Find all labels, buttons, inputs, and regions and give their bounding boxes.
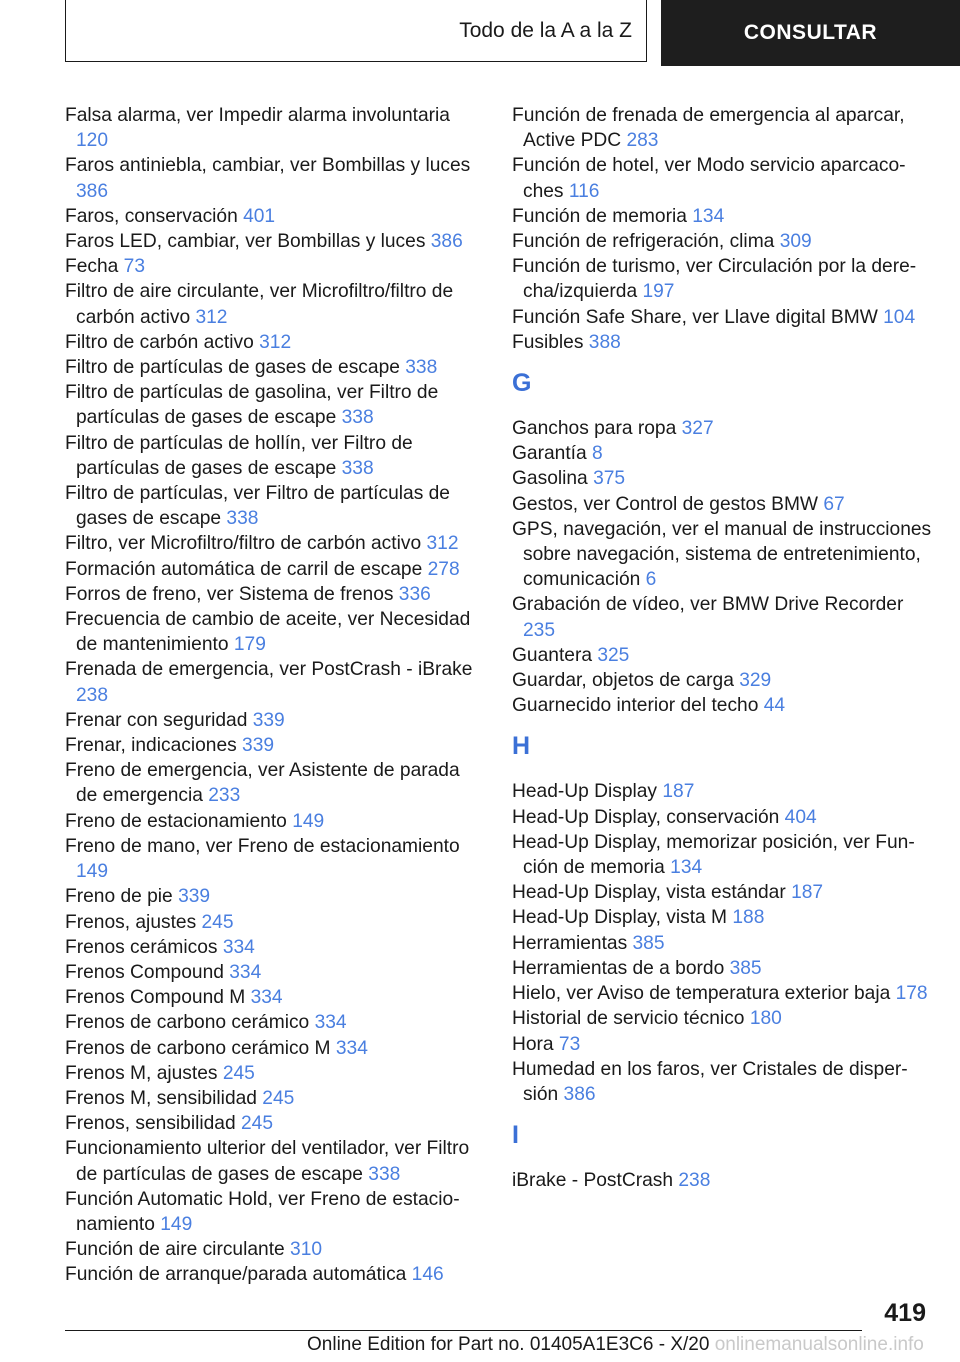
index-entry — [65, 330, 483, 355]
page-link[interactable]: 325 — [597, 644, 630, 666]
index-entry-text: Historial de servicio técnico — [512, 1008, 750, 1030]
index-entry-text: Filtro de partículas de gases de escape — [65, 357, 406, 379]
page-link[interactable]: 327 — [681, 418, 714, 440]
index-entry-text: Frenos Compound — [65, 961, 230, 983]
index-letter-heading: G — [512, 369, 532, 398]
index-entry-text: Filtro de partículas, ver Filtro de partículas de gases de escape — [65, 483, 450, 530]
index-entry-text: Función de turismo, ver Circulación por la derecha/izquierda — [512, 256, 917, 303]
page-link[interactable]: 312 — [195, 306, 228, 328]
index-entry — [65, 708, 483, 733]
index-letter-heading: I — [512, 1121, 519, 1150]
index-entry — [65, 733, 483, 758]
index-entry — [65, 103, 483, 153]
page-link[interactable]: 338 — [341, 457, 374, 479]
index-entry — [512, 229, 932, 254]
index-entry — [65, 985, 483, 1010]
index-entry — [65, 1086, 483, 1111]
index-entry-text: Freno de estacionamiento — [65, 810, 293, 832]
index-entry — [65, 531, 483, 556]
index-entry-text: Gasolina — [512, 468, 594, 490]
index-entry — [65, 557, 483, 582]
index-entry — [65, 229, 483, 254]
page-link[interactable]: 386 — [563, 1083, 596, 1105]
page-link[interactable]: 44 — [763, 695, 786, 717]
consult-tab[interactable]: CONSULTAR — [661, 0, 960, 66]
index-entry-text: Frenada de emergencia, ver PostCrash - iBrake — [65, 659, 473, 681]
index-entry — [512, 830, 932, 880]
index-entry — [512, 956, 932, 981]
index-entry — [512, 693, 932, 718]
page-link[interactable]: 146 — [411, 1264, 444, 1286]
page-link[interactable]: 245 — [222, 1062, 255, 1084]
index-entry — [65, 1111, 483, 1136]
section-tab[interactable]: Todo de la A a la Z — [65, 0, 647, 62]
index-entry-text: Head-Up Display, memorizar posición, ver Función de memoria — [512, 831, 915, 879]
index-entry — [65, 279, 483, 329]
index-entry — [65, 380, 483, 430]
page-link[interactable]: 233 — [208, 785, 241, 807]
index-entry — [65, 1136, 483, 1186]
index-entry — [65, 758, 483, 808]
page-link[interactable]: 385 — [632, 932, 665, 954]
index-entry-text: Función de hotel, ver Modo servicio aparcacoches — [512, 155, 906, 202]
index-column-left — [65, 103, 483, 1288]
page-link[interactable]: 338 — [368, 1163, 401, 1185]
index-entry-text: Frenos M, sensibilidad — [65, 1087, 263, 1109]
index-entry-text: Grabación de vídeo, ver BMW Drive Recorder — [512, 594, 904, 616]
index-entry — [512, 931, 932, 956]
index-entry — [65, 1061, 483, 1086]
index-entry-text: Filtro de aire circulante, ver Microfiltro/filtro de carbón activo — [65, 281, 454, 328]
index-entry-text: Guardar, objetos de carga — [512, 670, 740, 692]
index-entry-text: Frenos M, ajustes — [65, 1062, 223, 1084]
index-entry — [65, 204, 483, 229]
index-entry-text: Forros de freno, ver Sistema de frenos — [65, 583, 399, 605]
index-entry-text: Faros, conservación — [65, 205, 244, 227]
page-link[interactable]: 385 — [729, 957, 762, 979]
index-entry-text: Head-Up Display, vista M — [512, 907, 733, 929]
index-entry — [512, 1006, 932, 1031]
index-entry — [512, 592, 932, 642]
index-entry-text: Función de memoria — [512, 205, 693, 227]
index-entry — [65, 935, 483, 960]
index-entry-text: Formación automática de carril de escape — [65, 558, 428, 580]
page-link[interactable]: 339 — [178, 886, 211, 908]
index-entry-text: Hora — [512, 1033, 559, 1055]
index-entry-text: Head-Up Display, conservación — [512, 806, 785, 828]
index-column-right — [512, 103, 932, 1193]
index-entry-text: Guantera — [512, 644, 598, 666]
page-link[interactable]: 334 — [250, 987, 283, 1009]
page-header — [0, 0, 960, 66]
index-entry-text: Frenos de carbono cerámico — [65, 1012, 315, 1034]
index-entry-text: Frenar, indicaciones — [65, 735, 243, 757]
page-link[interactable]: 338 — [341, 407, 374, 429]
index-entry-text: Función Safe Share, ver Llave digital BMW — [512, 306, 884, 328]
index-entry — [512, 441, 932, 466]
index-entry-text: Falsa alarma, ver Impedir alarma involuntaria — [65, 105, 450, 126]
index-entry — [512, 254, 932, 304]
index-entry — [512, 805, 932, 830]
index-entry-text: iBrake - PostCrash — [512, 1170, 679, 1192]
page-link[interactable]: 238 — [678, 1170, 711, 1192]
page-link[interactable]: 386 — [76, 180, 109, 202]
page-link[interactable]: 404 — [784, 806, 817, 828]
page-link[interactable]: 334 — [335, 1037, 368, 1059]
index-entry — [512, 416, 932, 441]
index-entry-text: Freno de mano, ver Freno de estacionamiento — [65, 835, 460, 857]
page-number: 419 — [884, 1299, 926, 1327]
footer-edition — [307, 1334, 924, 1356]
page-link[interactable]: 312 — [259, 331, 292, 353]
index-entry — [512, 305, 932, 330]
index-entry-text: Frenos, sensibilidad — [65, 1113, 241, 1135]
index-entry — [65, 910, 483, 935]
page-link[interactable]: 104 — [883, 306, 916, 328]
index-entry-text: Funcionamiento ulterior del ventilador, ver Filtro de partículas de gases de escape — [65, 1138, 470, 1185]
index-entry — [65, 254, 483, 279]
index-letter-heading: H — [512, 732, 531, 761]
index-entry — [512, 204, 932, 229]
index-entry-text: Filtro de partículas de gasolina, ver Filtro de partículas de gases de escape — [65, 382, 439, 429]
index-entry — [65, 1262, 483, 1287]
index-entry-text: Frenos de carbono cerámico M — [65, 1037, 336, 1059]
edition-text: Online Edition for Part no. 01405A1E3C6 - X/20 — [307, 1334, 710, 1355]
index-entry — [512, 880, 932, 905]
page-link[interactable]: 178 — [895, 983, 928, 1005]
page-link[interactable]: 334 — [314, 1012, 347, 1034]
index-entry-text: Filtro de partículas de hollín, ver Filtro de partículas de gases de escape — [65, 432, 413, 479]
page-link[interactable]: 386 — [430, 231, 463, 253]
index-entry-text: Guarnecido interior del techo — [512, 695, 764, 717]
page-link[interactable]: 338 — [226, 508, 259, 530]
index-entry-text: Faros LED, cambiar, ver Bombillas y luces — [65, 231, 431, 253]
index-entry — [65, 153, 483, 203]
index-entry-text: Hielo, ver Aviso de temperatura exterior baja — [512, 983, 896, 1005]
page-link[interactable]: 339 — [252, 709, 285, 731]
page-link[interactable]: 375 — [593, 468, 626, 490]
index-entry-text: Humedad en los faros, ver Cristales de dispersión — [512, 1058, 908, 1105]
page-link[interactable]: 120 — [76, 130, 109, 152]
index-entry-text: Función de aire circulante — [65, 1239, 291, 1261]
page-link[interactable]: 187 — [791, 882, 824, 904]
page-link[interactable]: 187 — [662, 781, 695, 803]
index-entry-text: Filtro, ver Microfiltro/filtro de carbón activo — [65, 533, 427, 555]
index-entry — [512, 981, 932, 1006]
index-entry — [512, 779, 932, 804]
page-link[interactable]: 149 — [292, 810, 325, 832]
page-link[interactable]: 6 — [645, 569, 657, 591]
page-link[interactable]: 312 — [426, 533, 459, 555]
page-link[interactable]: 149 — [160, 1213, 193, 1235]
index-entry — [65, 960, 483, 985]
footer-divider — [65, 1330, 862, 1331]
index-entry — [512, 1057, 932, 1107]
index-entry-text: Gestos, ver Control de gestos BMW — [512, 493, 824, 515]
page-link[interactable]: 116 — [568, 180, 600, 202]
index-entry-text: Fusibles — [512, 331, 589, 353]
index-entry-text: Herramientas de a bordo — [512, 957, 730, 979]
page-link[interactable]: 197 — [642, 281, 675, 303]
index-entry — [65, 431, 483, 481]
index-entry — [512, 153, 932, 203]
index-entry — [65, 1187, 483, 1237]
index-entry — [512, 492, 932, 517]
page-link[interactable]: 245 — [262, 1087, 295, 1109]
index-entry-text: Freno de emergencia, ver Asistente de parada de emergencia — [65, 760, 460, 807]
page-link[interactable]: 278 — [427, 558, 460, 580]
page-link[interactable]: 329 — [739, 670, 772, 692]
page-link[interactable]: 334 — [229, 961, 262, 983]
page-link[interactable]: 245 — [201, 911, 234, 933]
page-link[interactable]: 179 — [233, 634, 266, 656]
index-entry-text: Filtro de carbón activo — [65, 331, 260, 353]
index-entry — [512, 103, 932, 153]
index-entry — [512, 517, 932, 593]
page-link[interactable]: 134 — [692, 205, 725, 227]
page-link[interactable]: 134 — [670, 857, 703, 879]
index-entry-text: Función de arranque/parada automática — [65, 1264, 412, 1286]
page-link[interactable]: 180 — [749, 1008, 782, 1030]
index-entry — [65, 582, 483, 607]
index-entry — [512, 905, 932, 930]
page-link[interactable]: 149 — [76, 861, 109, 883]
page-link[interactable]: 334 — [222, 936, 255, 958]
index-entry — [65, 1237, 483, 1262]
index-entry — [65, 884, 483, 909]
page-link[interactable]: 245 — [240, 1113, 273, 1135]
index-entry — [65, 1036, 483, 1061]
index-entry — [512, 643, 932, 668]
index-entry-text: Frenos cerámicos — [65, 936, 223, 958]
page-link[interactable]: 67 — [823, 493, 845, 515]
index-entry — [65, 607, 483, 657]
index-entry-text: Función Automatic Hold, ver Freno de estacionamiento — [65, 1188, 460, 1235]
index-entry-text: Faros antiniebla, cambiar, ver Bombillas y luces — [65, 155, 471, 177]
page-link[interactable]: 73 — [558, 1033, 581, 1055]
index-entry-text: Head-Up Display — [512, 781, 663, 803]
index-entry-text: Frenos Compound M — [65, 987, 251, 1009]
page-link[interactable]: 388 — [588, 331, 621, 353]
index-entry-text: Fecha — [65, 256, 124, 278]
index-entry — [65, 1010, 483, 1035]
page-link[interactable]: 310 — [290, 1239, 323, 1261]
index-entry — [65, 809, 483, 834]
index-entry-text: Frenar con seguridad — [65, 709, 253, 731]
index-entry-text: Función de refrigeración, clima — [512, 231, 780, 253]
watermark: onlinemanualsonline.info — [714, 1334, 924, 1355]
index-entry — [65, 355, 483, 380]
page-link[interactable]: 235 — [523, 619, 556, 641]
index-entry-text: GPS, navegación, ver el manual de instrucciones sobre navegación, sistema de entretenimiento, comunicación — [512, 518, 932, 591]
page-link[interactable]: 309 — [779, 231, 812, 253]
index-entry-text: Freno de pie — [65, 886, 179, 908]
index-entry — [65, 481, 483, 531]
index-entry-text: Función de frenada de emergencia al aparcar, Active PDC — [512, 105, 905, 152]
page-link[interactable]: 73 — [123, 256, 146, 278]
index-entry — [65, 657, 483, 707]
index-entry-text: Garantía — [512, 443, 592, 465]
page-link[interactable]: 283 — [626, 130, 659, 152]
index-entry-text: Herramientas — [512, 932, 633, 954]
index-entry — [512, 668, 932, 693]
page-link[interactable]: 401 — [243, 205, 276, 227]
index-entry-text: Frecuencia de cambio de aceite, ver Necesidad de mantenimiento — [65, 609, 471, 656]
index-entry — [65, 834, 483, 884]
index-entry — [512, 466, 932, 491]
page-link[interactable]: 238 — [76, 684, 109, 706]
page-link[interactable]: 188 — [732, 907, 765, 929]
index-entry — [512, 1032, 932, 1057]
page-link[interactable]: 336 — [398, 583, 431, 605]
index-entry-text: Ganchos para ropa — [512, 418, 682, 440]
index-entry-text: Frenos, ajustes — [65, 911, 202, 933]
page-link[interactable]: 339 — [242, 735, 275, 757]
index-entry — [512, 330, 932, 355]
page-link[interactable]: 8 — [592, 443, 603, 465]
index-entry — [512, 1168, 932, 1193]
page-link[interactable]: 338 — [405, 357, 438, 379]
index-entry-text: Head-Up Display, vista estándar — [512, 882, 792, 904]
